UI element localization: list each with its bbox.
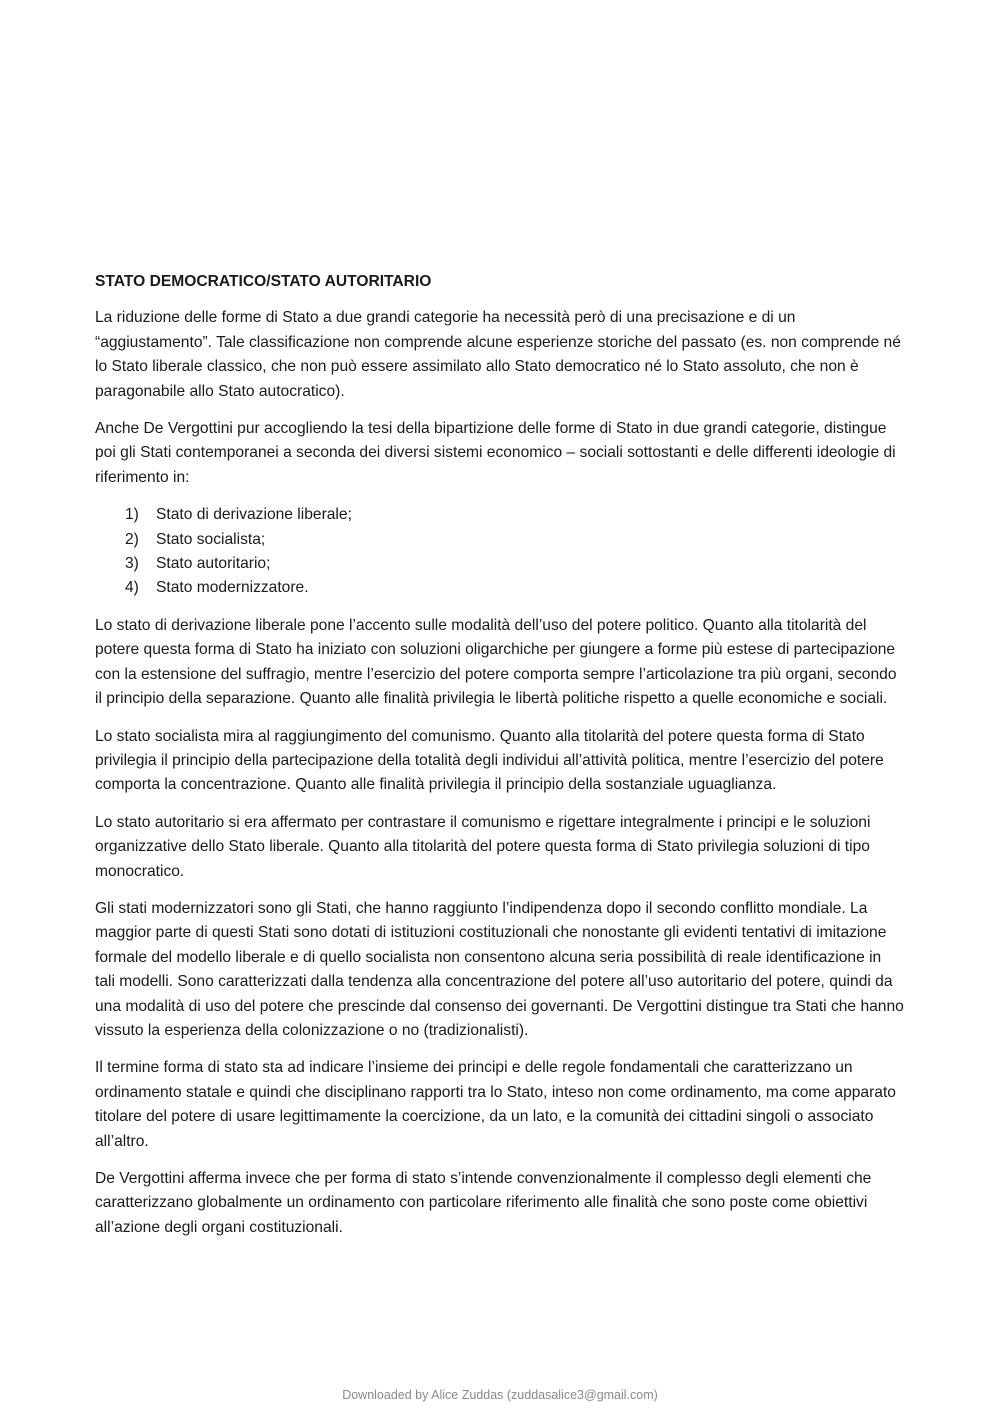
paragraph: La riduzione delle forme di Stato a due grandi categorie ha necessità però di una precisazione e di un “aggiustamento”. Tale classificazione non comprende alcune esperienze storiche del passato (es. non comprende né lo Stato liberale classico, che non può essere assimilato allo Stato democratico né lo Stato assoluto, che non è paragonabile allo Stato autocratico).: [95, 309, 901, 400]
list-item-number: 3): [125, 555, 139, 573]
list-item-number: 2): [125, 530, 139, 548]
download-footer: Downloaded by Alice Zuddas (zuddasalice3@gmail.com): [342, 1388, 658, 1402]
paragraph: Anche De Vergottini pur accogliendo la tesi della bipartizione delle forme di Stato in due grandi categorie, distingue poi gli Stati contemporanei a seconda dei diversi sistemi economico – sociali sottostanti e delle differenti ideologie di riferimento in:: [95, 420, 896, 486]
list-item: [125, 528, 905, 552]
list-item: [125, 503, 905, 527]
paragraph: Gli stati modernizzatori sono gli Stati, che hanno raggiunto l’indipendenza dopo il secondo conflitto mondiale. La maggior parte di questi Stati sono dotati di istituzioni costituzionali che nonostante gli evidenti tentativi di imitazione formale del modello liberale e di quello socialista non consentono alcuna seria possibilità di reale identificazione in tali modelli. Sono caratterizzati dalla tendenza alla concentrazione del potere all’uso autoritario del potere, quindi da una modalità di uso del potere che prescinde dal consenso dei governanti. De Vergottini distingue tra Stati che hanno vissuto la esperienza della colonizzazione o no (tradizionalisti).: [95, 899, 904, 1039]
list-item: [125, 576, 905, 600]
paragraph: De Vergottini afferma invece che per forma di stato s’intende convenzionalmente il complesso degli elementi che caratterizzano globalmente un ordinamento con particolare riferimento alle finalità che sono poste come obiettivi all’azione degli organi costituzionali.: [95, 1170, 872, 1236]
paragraph: Lo stato autoritario si era affermato per contrastare il comunismo e rigettare integralmente i principi e le soluzioni organizzative dello Stato liberale. Quanto alla titolarità del potere questa forma di Stato privilegia soluzioni di tipo monocratico.: [95, 813, 871, 880]
document-body: [95, 270, 905, 1253]
list-item: [125, 552, 905, 576]
list-item-number: 4): [125, 579, 139, 597]
list-item-text: Stato socialista;: [156, 530, 266, 548]
paragraph: Lo stato socialista mira al raggiungimento del comunismo. Quanto alla titolarità del potere questa forma di Stato privilegia il principio della partecipazione della totalità degli individui all’attività politica, mentre l’esercizio del potere comporta la concentrazione. Quanto alle finalità privilegia il principio della sostanziale uguaglianza.: [95, 727, 884, 794]
list-item-text: Stato modernizzatore.: [156, 579, 309, 597]
list-item-number: 1): [125, 506, 139, 524]
list-item-text: Stato autoritario;: [156, 555, 271, 573]
list-item-text: Stato di derivazione liberale;: [156, 506, 352, 524]
paragraph: Il termine forma di stato sta ad indicare l’insieme dei principi e delle regole fondamentali che caratterizzano un ordinamento statale e quindi che disciplinano rapporti tra lo Stato, inteso non come ordinamento, ma come apparato titolare del potere di usare legittimamente la coercizione, da un lato, e la comunità dei cittadini singoli o associato all’altro.: [95, 1059, 896, 1150]
document-title: STATO DEMOCRATICO/STATO AUTORITARIO: [95, 273, 432, 290]
paragraph: Lo stato di derivazione liberale pone l’accento sulle modalità dell’uso del potere politico. Quanto alla titolarità del potere questa forma di Stato ha iniziato con soluzioni oligarchiche per giungere a forme più estese di partecipazione con la estensione del suffragio, mentre l’esercizio del potere comporta sempre l’articolazione tra più organi, secondo il principio della separazione. Quanto alle finalità privilegia le libertà politiche rispetto a quelle economiche e sociali.: [95, 616, 897, 708]
forms-of-state-list: [95, 503, 905, 601]
